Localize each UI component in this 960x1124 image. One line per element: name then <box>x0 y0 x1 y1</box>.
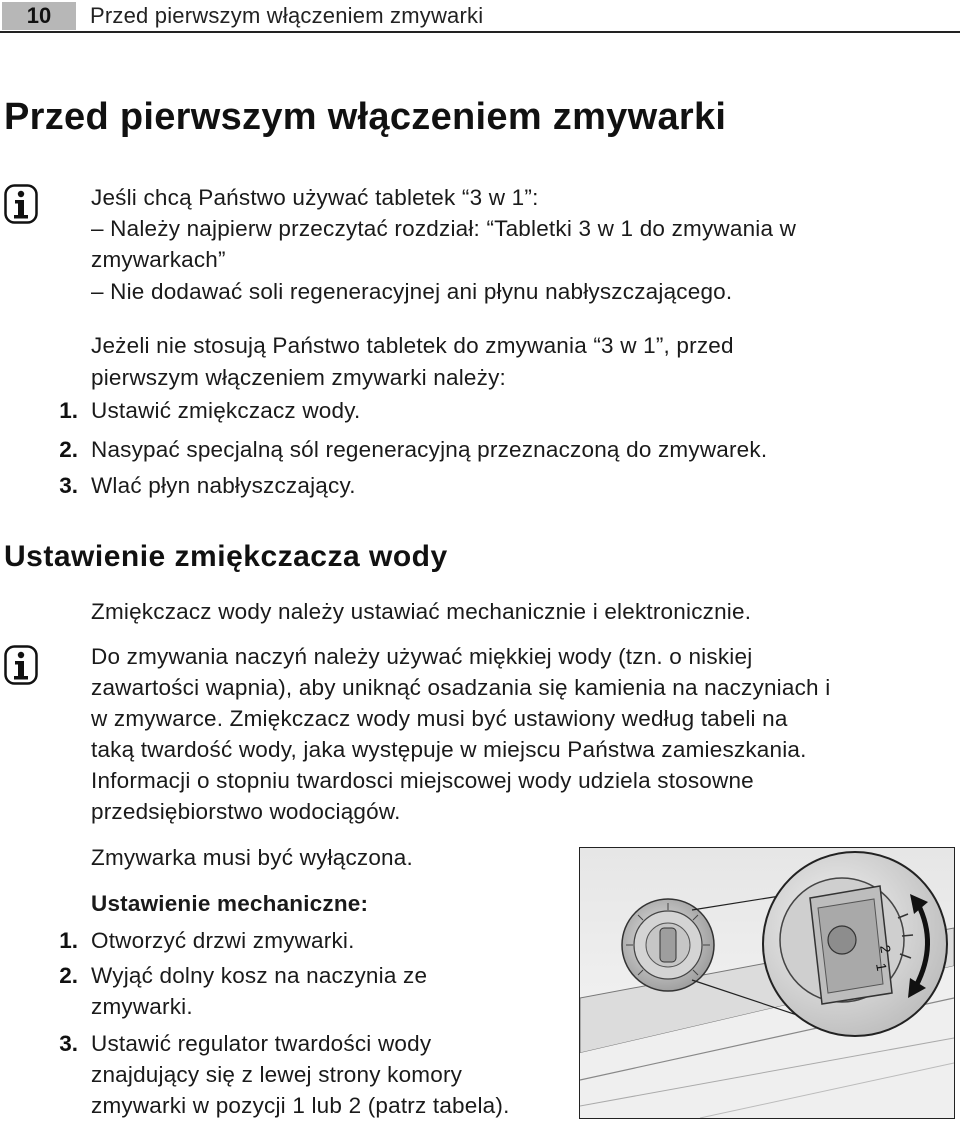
step-text: zmywarki w pozycji 1 lub 2 (patrz tabela). <box>91 1093 510 1118</box>
info-line: przedsiębiorstwo wodociągów. <box>91 799 401 824</box>
info-icon <box>4 645 38 685</box>
info-line: Do zmywania naczyń należy używać miękkiej wody (tzn. o niskiej <box>91 644 753 669</box>
step-number: 1. <box>59 928 78 953</box>
info-line: zmywarkach” <box>91 247 226 272</box>
off-note: Zmywarka musi być wyłączona. <box>91 845 413 870</box>
running-header <box>0 0 960 32</box>
info-line: taką twardość wody, jaka występuje w miejscu Państwa zamieszkania. <box>91 737 807 762</box>
section-paragraph: Zmiękczacz wody należy ustawiać mechanicznie i elektronicznie. <box>91 599 752 624</box>
dial-position-2: 2 <box>877 943 895 955</box>
info-line: zawartości wapnia), aby uniknąć osadzania się kamienia na naczyniach i <box>91 675 831 700</box>
water-softener-illustration <box>579 847 955 1119</box>
info-line: – Nie dodawać soli regeneracyjnej ani płynu nabłyszczającego. <box>91 279 733 304</box>
info-icon <box>4 184 38 224</box>
step-number: 2. <box>59 437 78 462</box>
step-text: Otworzyć drzwi zmywarki. <box>91 928 355 953</box>
dial-position-1: 1 <box>873 961 891 973</box>
step-text: Ustawić zmiękczacz wody. <box>91 398 361 423</box>
step-number: 1. <box>59 398 78 423</box>
header-divider <box>0 31 960 33</box>
info-line: Jeśli chcą Państwo używać tabletek “3 w 1”: <box>91 185 539 210</box>
step-text: Nasypać specjalną sól regeneracyjną przeznaczoną do zmywarek. <box>91 437 768 462</box>
step-text: Wlać płyn nabłyszczający. <box>91 473 356 498</box>
info-line: Informacji o stopniu twardosci miejscowej wody udziela stosowne <box>91 768 754 793</box>
page-number: 10 <box>2 2 76 30</box>
running-title: Przed pierwszym włączeniem zmywarki <box>90 3 484 28</box>
page-title: Przed pierwszym włączeniem zmywarki <box>4 96 727 138</box>
step-number: 3. <box>59 473 78 498</box>
step-number: 3. <box>59 1031 78 1056</box>
step-text: zmywarki. <box>91 994 193 1019</box>
info-line: w zmywarce. Zmiękczacz wody musi być ustawiony według tabeli na <box>91 706 788 731</box>
intro-line: pierwszym włączeniem zmywarki należy: <box>91 365 506 390</box>
step-text: Ustawić regulator twardości wody <box>91 1031 432 1056</box>
section-heading: Ustawienie zmiękczacza wody <box>4 540 448 573</box>
info-line: – Należy najpierw przeczytać rozdział: “Tabletki 3 w 1 do zmywania w <box>91 216 797 241</box>
step-number: 2. <box>59 963 78 988</box>
step-text: Wyjąć dolny kosz na naczynia ze <box>91 963 428 988</box>
subheading-mechanical: Ustawienie mechaniczne: <box>91 891 369 916</box>
intro-line: Jeżeli nie stosują Państwo tabletek do zmywania “3 w 1”, przed <box>91 333 734 358</box>
step-text: znajdujący się z lewej strony komory <box>91 1062 463 1087</box>
